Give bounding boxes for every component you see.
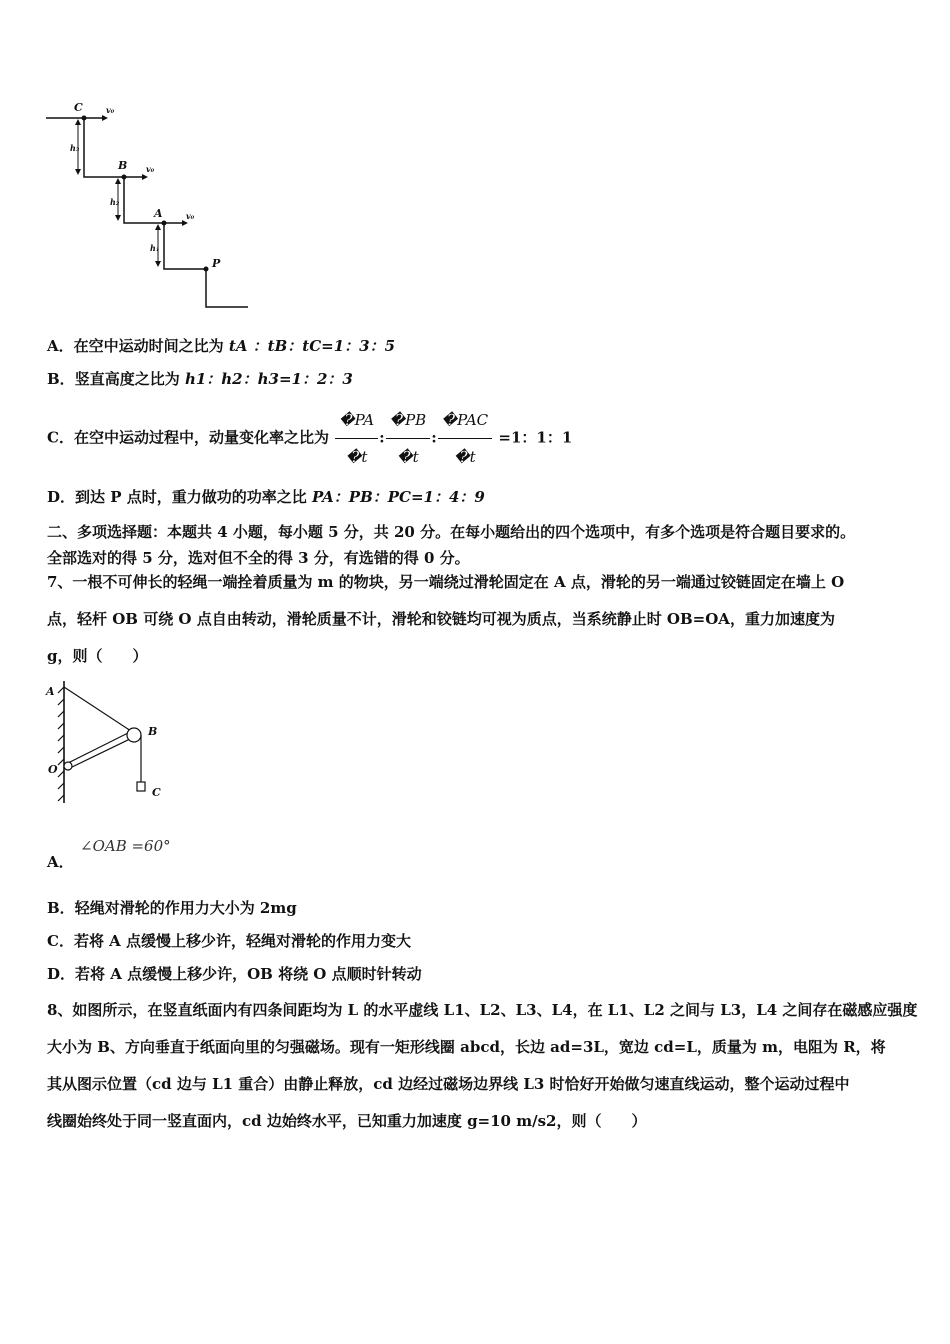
fraction-pac-num: �PAC xyxy=(438,402,492,439)
ratio-colon-2: : xyxy=(431,428,437,447)
fig7-label-A: A xyxy=(46,685,55,698)
q7-option-d-text: 若将 A 点缓慢上移少许，OB 将绕 O 点顺时针转动 xyxy=(75,965,422,983)
rod-ob-lower xyxy=(70,738,132,768)
label-v0-C: v₀ xyxy=(106,105,115,115)
q6-option-b[interactable] xyxy=(47,369,353,389)
fig7-label-O: O xyxy=(48,763,58,776)
q8-line-2: 大小为 B、方向垂直于纸面向里的匀强磁场。现有一矩形线圈 abcd，长边 ad=3L，宽边 cd=L，质量为 m，电阻为 R，将 xyxy=(47,1038,886,1056)
q7-line-2: 点，轻杆 OB 可绕 O 点自由转动，滑轮质量不计，滑轮和铰链均可视为质点，当系统静止时 OB=OA，重力加速度为 xyxy=(47,610,835,628)
q6-option-b-label: B． xyxy=(47,370,75,388)
q6-option-a-text: 在空中运动时间之比为 xyxy=(73,337,224,355)
label-v0-B: v₀ xyxy=(146,164,155,174)
fraction-pac-den: �t xyxy=(454,448,476,466)
q6-option-c-text: 在空中运动过程中，动量变化率之比为 xyxy=(73,428,329,447)
q6-option-c-label: C． xyxy=(47,428,74,447)
fraction-pb-num: �PB xyxy=(386,402,431,439)
q6-option-d-label: D． xyxy=(47,488,76,506)
section-2-line-2: 全部选对的得 5 分，选对但不全的得 3 分，有选错的得 0 分。 xyxy=(47,549,470,567)
label-h3: h₃ xyxy=(70,143,80,153)
q6-option-a-label: A． xyxy=(47,337,74,355)
label-B: B xyxy=(118,159,128,172)
fraction-pac xyxy=(438,402,492,475)
hinge-o xyxy=(64,762,72,770)
fraction-pa-num: �PA xyxy=(335,402,378,439)
q8-line-3: 其从图示位置（cd 边与 L1 重合）由静止释放，cd 边经过磁场边界线 L3 时恰好开始做匀速直线运动，整个运动过程中 xyxy=(47,1075,850,1093)
label-h2: h₂ xyxy=(110,197,120,207)
q6-option-c-ratio: =1：1：1 xyxy=(498,428,573,447)
q7-option-b-text: 轻绳对滑轮的作用力大小为 2mg xyxy=(74,899,297,917)
q7-line-1: 7、一根不可伸长的轻绳一端拴着质量为 m 的物块，另一端绕过滑轮固定在 A 点，滑轮的另一端通过铰链固定在墙上 O xyxy=(47,573,845,591)
q7-option-a-label[interactable]: A． xyxy=(47,853,74,871)
q7-option-d[interactable] xyxy=(47,964,422,984)
q6-option-a[interactable] xyxy=(47,336,395,356)
q7-line-3: g，则（ ） xyxy=(47,647,148,665)
q6-option-b-text: 竖直高度之比为 xyxy=(74,370,180,388)
label-h1: h₁ xyxy=(150,243,160,253)
q6-option-c[interactable] xyxy=(47,402,572,475)
fraction-pb-den: �t xyxy=(397,448,419,466)
label-A: A xyxy=(154,207,163,220)
q7-option-c-text: 若将 A 点缓慢上移少许，轻绳对滑轮的作用力变大 xyxy=(73,932,412,950)
q7-option-d-label: D． xyxy=(47,965,76,983)
q8-line-4: 线圈始终处于同一竖直面内，cd 边始终水平，已知重力加速度 g=10 m/s2，则（ ） xyxy=(47,1112,647,1130)
q7-option-b-label: B． xyxy=(47,899,75,917)
q6-option-a-expr: tA ：tB：tC=1：3：5 xyxy=(228,337,396,355)
block-c xyxy=(137,782,145,791)
q7-option-a-expr: ∠OAB =60° xyxy=(80,837,171,855)
ratio-colon-1: : xyxy=(379,428,385,447)
label-v0-A: v₀ xyxy=(186,211,195,221)
rod-ob-upper xyxy=(68,732,130,763)
stair-figure xyxy=(40,95,260,315)
rope-ab xyxy=(64,687,134,733)
label-C: C xyxy=(74,101,83,114)
label-P: P xyxy=(212,257,221,270)
q8-line-1: 8、如图所示，在竖直纸面内有四条间距均为 L 的水平虚线 L1、L2、L3、L4，在 L1、L2 之间与 L3，L4 之间存在磁感应强度 xyxy=(47,1001,918,1019)
q6-option-d-text: 到达 P 点时，重力做功的功率之比 xyxy=(75,488,307,506)
fraction-pa-den: �t xyxy=(345,448,368,466)
q8-stem xyxy=(47,992,918,1140)
fraction-pb xyxy=(386,402,431,475)
fig7-label-C: C xyxy=(152,786,161,799)
section-2-line-1: 二、多项选择题：本题共 4 小题，每小题 5 分，共 20 分。在每小题给出的四个选项中，有多个选项是符合题目要求的。 xyxy=(47,523,856,541)
fraction-pa xyxy=(335,402,378,475)
q6-option-b-expr: h1：h2：h3=1：2：3 xyxy=(184,370,353,388)
fig7-label-B: B xyxy=(148,725,158,738)
wall-pulley-figure xyxy=(40,675,180,810)
q7-option-c-label: C． xyxy=(47,932,74,950)
pulley-b xyxy=(127,728,141,742)
q7-stem xyxy=(47,564,907,675)
q6-option-d-expr: PA：PB：PC=1：4：9 xyxy=(311,488,485,506)
q7-option-c[interactable] xyxy=(47,931,411,951)
q7-option-b[interactable] xyxy=(47,898,297,918)
q6-option-d[interactable] xyxy=(47,487,485,507)
